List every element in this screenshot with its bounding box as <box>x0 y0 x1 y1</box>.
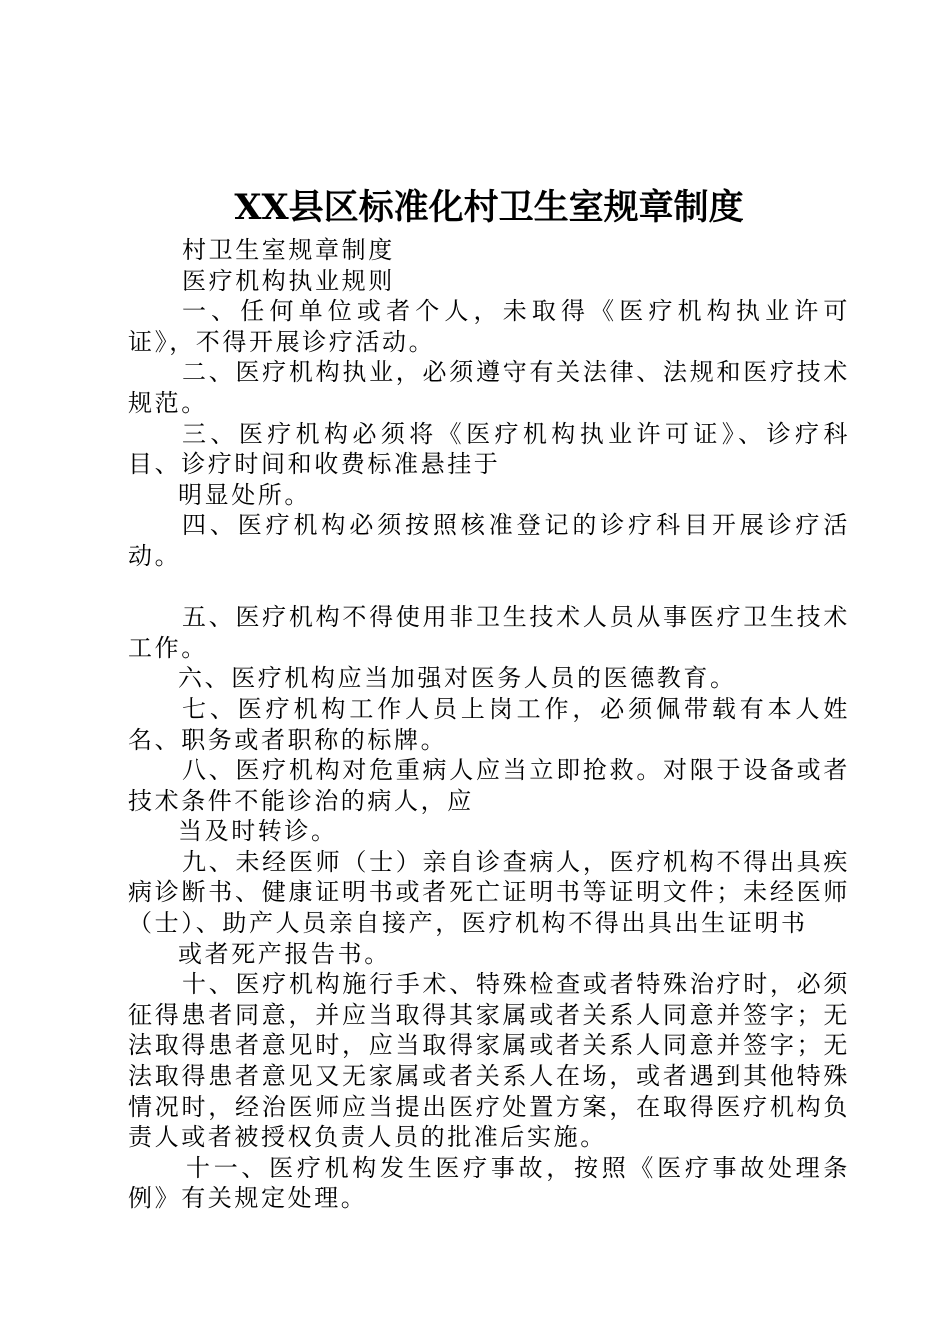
rule-paragraph: 五、医疗机构不得使用非卫生技术人员从事医疗卫生技术工作。 <box>128 603 850 662</box>
section-heading: 村卫生室规章制度 <box>182 236 395 264</box>
rule-paragraph: 二、医疗机构执业，必须遵守有关法律、法规和医疗技术规范。 <box>128 358 850 417</box>
rule-paragraph: 十一、医疗机构发生医疗事故，按照《医疗事故处理条例》有关规定处理。 <box>128 1153 850 1213</box>
rule-paragraph: 三、医疗机构必须将《医疗机构执业许可证》、诊疗科目、诊疗时间和收费标准悬挂于 <box>128 419 850 479</box>
blank-line <box>128 572 850 603</box>
rule-continuation: 明显处所。 <box>178 480 311 509</box>
rule-paragraph: 十、医疗机构施行手术、特殊检查或者特殊治疗时，必须征得患者同意，并应当取得其家属或者关系人同意并签字；无法取得患者意见时，应当取得家属或者关系人同意并签字；无法取得患者意见又无家属或者关系人在场，或者遇到其他特殊情况时，经治医师应当提出医疗处置方案，在取得医疗机构负责人或者被授权负责人员的批准后实施。 <box>128 970 850 1152</box>
rule-paragraph: 六、医疗机构应当加强对医务人员的医德教育。 <box>178 664 737 693</box>
rule-continuation: 或者死产报告书。 <box>178 939 391 968</box>
rule-paragraph: 九、未经医师（士）亲自诊查病人，医疗机构不得出具疾病诊断书、健康证明书或者死亡证明书等证明文件；未经医师（士）、助产人员亲自接产，医疗机构不得出具出生证明书 <box>128 847 850 938</box>
document-page <box>128 0 850 1344</box>
rule-paragraph: 四、医疗机构必须按照核准登记的诊疗科目开展诊疗活动。 <box>128 511 850 570</box>
rule-paragraph: 八、医疗机构对危重病人应当立即抢救。对限于设备或者技术条件不能诊治的病人，应 <box>128 756 850 815</box>
rule-paragraph: 一、任何单位或者个人，未取得《医疗机构执业许可证》，不得开展诊疗活动。 <box>128 297 850 356</box>
rule-continuation: 当及时转诊。 <box>178 817 338 846</box>
rule-paragraph: 七、医疗机构工作人员上岗工作，必须佩带载有本人姓名、职务或者职称的标牌。 <box>128 694 850 754</box>
subsection-heading: 医疗机构执业规则 <box>182 266 395 295</box>
document-body <box>128 235 850 1214</box>
document-title: XX县区标准化村卫生室规章制度 <box>234 187 744 228</box>
